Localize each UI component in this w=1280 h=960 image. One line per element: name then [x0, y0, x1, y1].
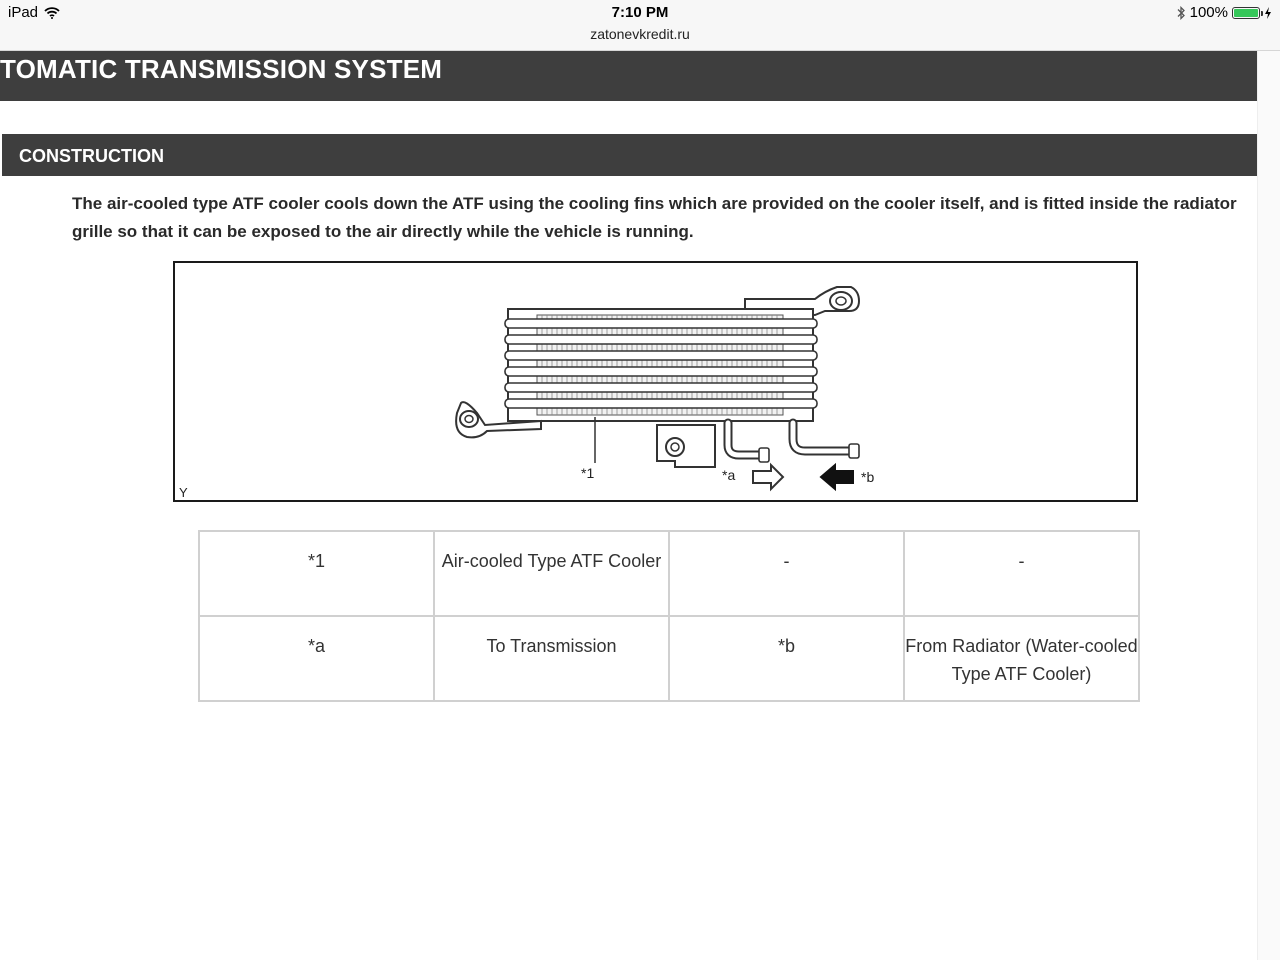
- callout-b-label: *b: [861, 469, 875, 485]
- status-right: [1176, 4, 1272, 21]
- table-row: [199, 616, 1139, 701]
- device-name: iPad: [8, 4, 39, 21]
- table-cell: *1: [199, 531, 434, 616]
- table-row: [199, 531, 1139, 616]
- page-title: TOMATIC TRANSMISSION SYSTEM: [0, 54, 443, 84]
- status-bar: [0, 0, 1280, 51]
- charging-icon: [1264, 7, 1272, 19]
- description-text: The air-cooled type ATF cooler cools down the ATF using the cooling fins which are provided on the cooler itself, and is fitted inside the radiator grille so that it can be exposed to the air directly while the vehicle is running.: [72, 194, 1237, 241]
- section-title: CONSTRUCTION: [19, 146, 164, 166]
- table-cell: Air-cooled Type ATF Cooler: [434, 531, 669, 616]
- cooler-illustration: [175, 263, 1136, 500]
- table-cell: To Transmission: [434, 616, 669, 701]
- bluetooth-icon: [1176, 6, 1186, 20]
- clock: 7:10 PM: [611, 4, 669, 21]
- callout-1-label: *1: [581, 465, 595, 481]
- section-header: [2, 134, 1257, 176]
- figure-corner-mark: Y: [179, 485, 188, 500]
- atf-cooler-diagram: [173, 261, 1138, 502]
- legend-table: [198, 530, 1140, 702]
- outline-arrow-icon: [753, 465, 783, 489]
- table-cell: *b: [669, 616, 904, 701]
- table-cell: -: [669, 531, 904, 616]
- table-cell: -: [904, 531, 1139, 616]
- battery-percent: 100%: [1189, 4, 1228, 21]
- callout-a-label: *a: [722, 467, 736, 483]
- page-title-bar: [0, 51, 1257, 101]
- address-bar[interactable]: zatonevkredit.ru: [590, 26, 690, 42]
- table-cell: From Radiator (Water-cooled Type ATF Cooler): [904, 616, 1139, 701]
- scroll-edge: [1257, 51, 1280, 960]
- table-cell: *a: [199, 616, 434, 701]
- battery-icon: [1232, 7, 1260, 19]
- solid-arrow-icon: [821, 465, 853, 489]
- battery-fill: [1234, 9, 1258, 17]
